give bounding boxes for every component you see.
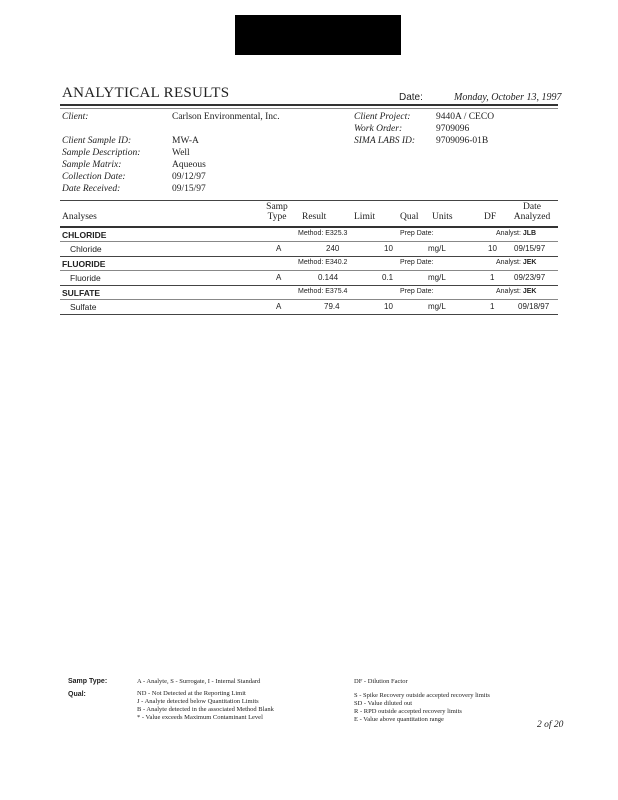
dilution-factor: 10	[488, 244, 497, 253]
units: mg/L	[428, 244, 446, 253]
section-chloride-analyst: Analyst: JLB	[496, 230, 537, 237]
section-fluoride-analyst: Analyst: JEK	[496, 259, 537, 266]
section-fluoride-title: FLUORIDE	[62, 259, 106, 269]
qual-item: SD - Value diluted out	[354, 700, 413, 707]
section-sulfate-method: Method: E375.4	[298, 288, 348, 295]
table-row	[62, 272, 558, 286]
table-row	[62, 301, 558, 315]
sample-description-value: Well	[172, 148, 190, 158]
qual-item: * - Value exceeds Maximum Contaminant Level	[137, 714, 263, 721]
result: 79.4	[324, 302, 340, 311]
units: mg/L	[428, 302, 446, 311]
client-value: Carlson Environmental, Inc.	[172, 112, 280, 122]
sample-matrix-value: Aqueous	[172, 160, 206, 170]
table-bottom-rule	[60, 314, 558, 315]
section-sulfate-title: SULFATE	[62, 288, 101, 298]
page-number: 2 of 20	[537, 720, 564, 730]
footer-qual-label: Qual:	[68, 691, 86, 698]
qual-item: R - RPD outside accepted recovery limits	[354, 708, 462, 715]
row-rule	[60, 256, 558, 257]
analyte-name: Sulfate	[70, 302, 97, 312]
analyte-name: Fluoride	[70, 273, 101, 283]
result: 240	[326, 244, 340, 253]
client-sample-id-label: Client Sample ID:	[62, 136, 132, 146]
qual-item: J - Analyte detected below Quantitation Limits	[137, 698, 259, 705]
row-rule	[60, 285, 558, 286]
dilution-factor: 1	[490, 273, 495, 282]
col-samp-type: Samp Type	[266, 202, 288, 222]
lab-id-label: SIMA LABS ID:	[354, 136, 416, 146]
work-order-label: Work Order:	[354, 124, 403, 134]
client-label: Client:	[62, 112, 89, 122]
qual-item: ND - Not Detected at the Reporting Limit	[137, 690, 246, 697]
date-analyzed: 09/23/97	[514, 273, 546, 282]
col-analyses: Analyses	[62, 212, 97, 222]
lab-id-value: 9709096-01B	[436, 136, 489, 146]
samp-type: A	[276, 244, 282, 253]
table-top-rule	[60, 200, 558, 201]
report-title: ANALYTICAL RESULTS	[62, 85, 230, 101]
col-result: Result	[302, 212, 327, 222]
section-rule	[60, 241, 558, 242]
col-qual: Qual	[400, 212, 419, 222]
collection-date-label: Collection Date:	[62, 172, 126, 182]
footer-samp-type-label: Samp Type:	[68, 678, 108, 685]
header-rule-secondary	[60, 108, 558, 109]
footer-samp-type-text: A - Analyte, S - Surrogate, I - Internal Standard	[137, 678, 261, 685]
date-analyzed: 09/18/97	[518, 302, 550, 311]
dilution-factor: 1	[490, 302, 495, 311]
date-analyzed: 09/15/97	[514, 244, 546, 253]
work-order-value: 9709096	[436, 124, 470, 134]
section-sulfate-prep: Prep Date:	[400, 288, 434, 295]
section-chloride-title: CHLORIDE	[62, 230, 107, 240]
redaction-block	[235, 15, 401, 55]
limit: 10	[384, 302, 393, 311]
client-sample-id-value: MW-A	[172, 136, 199, 146]
section-rule	[60, 270, 558, 271]
limit: 0.1	[382, 273, 394, 282]
report-date: Monday, October 13, 1997	[454, 92, 562, 103]
col-units: Units	[432, 212, 453, 222]
client-project-value: 9440A / CECO	[436, 112, 495, 122]
col-date-analyzed: Date Analyzed	[513, 202, 551, 222]
samp-type: A	[276, 273, 282, 282]
footer-df-text: DF - Dilution Factor	[354, 678, 408, 685]
sample-matrix-label: Sample Matrix:	[62, 160, 122, 170]
client-project-label: Client Project:	[354, 112, 411, 122]
date-label: Date:	[399, 92, 423, 103]
section-chloride-prep: Prep Date:	[400, 230, 434, 237]
section-rule	[60, 299, 558, 300]
samp-type: A	[276, 302, 282, 311]
section-fluoride-method: Method: E340.2	[298, 259, 348, 266]
qual-item: B - Analyte detected in the associated Method Blank	[137, 706, 274, 713]
table-header-rule	[60, 226, 558, 228]
collection-date-value: 09/12/97	[172, 172, 206, 182]
section-chloride-method: Method: E325.3	[298, 230, 348, 237]
qual-item: S - Spike Recovery outside accepted recovery limits	[354, 692, 490, 699]
date-received-value: 09/15/97	[172, 184, 206, 194]
col-limit: Limit	[354, 212, 376, 222]
section-sulfate-analyst: Analyst: JEK	[496, 288, 537, 295]
result: 0.144	[318, 273, 339, 282]
qual-item: E - Value above quantitation range	[354, 716, 444, 723]
footer-qual-right	[354, 692, 490, 724]
header-rule	[60, 104, 558, 106]
analyte-name: Chloride	[70, 244, 102, 254]
table-row	[62, 243, 558, 257]
col-df: DF	[484, 212, 497, 222]
units: mg/L	[428, 273, 446, 282]
section-fluoride-prep: Prep Date:	[400, 259, 434, 266]
limit: 10	[384, 244, 393, 253]
footer-qual-left	[137, 690, 274, 722]
sample-description-label: Sample Description:	[62, 148, 141, 158]
date-received-label: Date Received:	[62, 184, 121, 194]
